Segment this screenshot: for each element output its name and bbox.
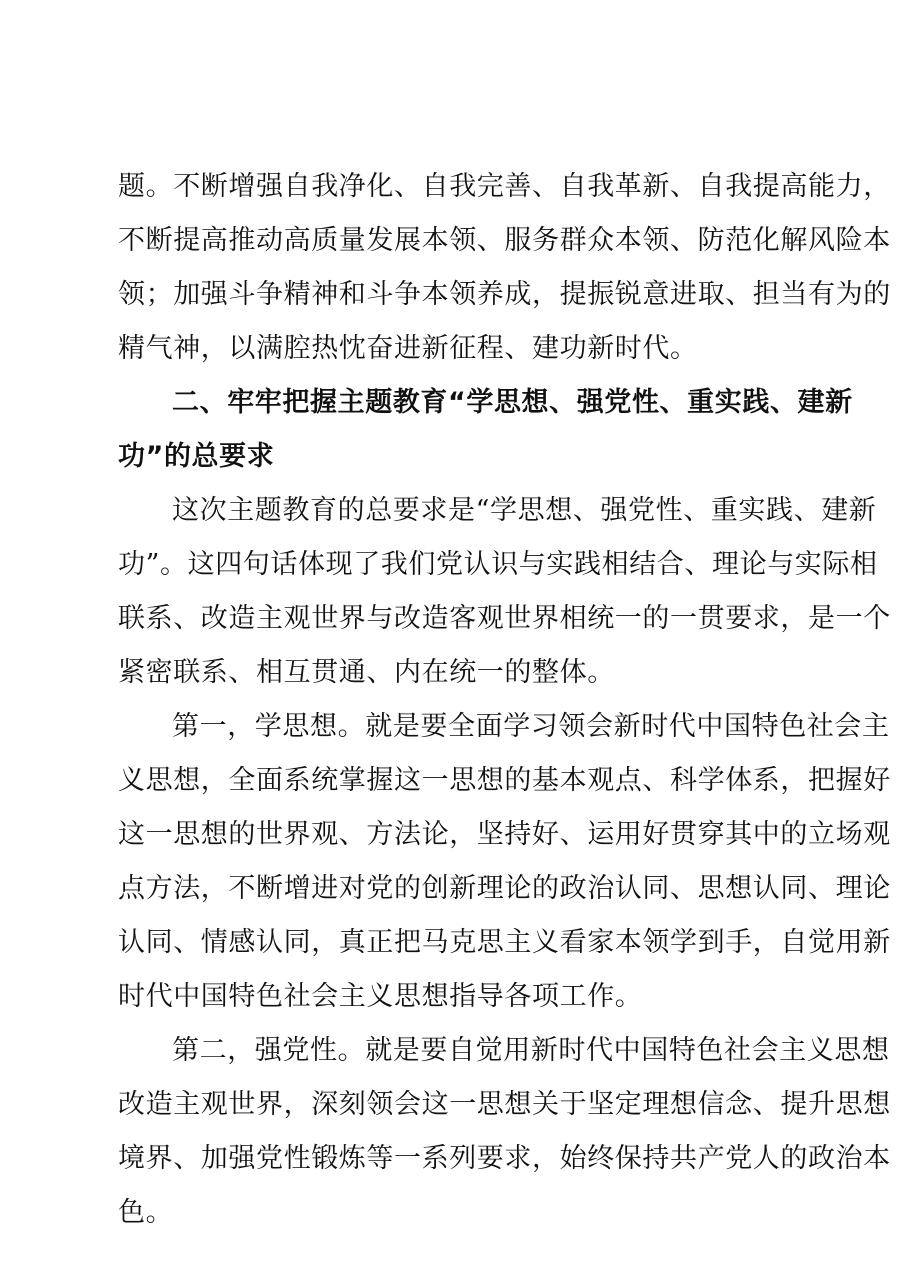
paragraph-line: 境界、加强党性锻炼等一系列要求，始终保持共产党人的政治本 — [118, 1143, 891, 1174]
paragraph-line: 第二，强党性。就是要自觉用新时代中国特色社会主义思想 — [172, 1035, 890, 1066]
section-heading-line: 二、牢牢把握主题教育“学思想、强党性、重实践、建新 — [172, 387, 853, 418]
paragraph-line: 义思想，全面系统掌握这一思想的基本观点、科学体系，把握好 — [118, 765, 891, 796]
paragraph-line: 色。 — [118, 1197, 174, 1228]
paragraph-line: 紧密联系、相互贯通、内在统一的整体。 — [118, 657, 615, 688]
document-page — [118, 160, 891, 1240]
paragraph-line: 点方法，不断增进对党的创新理论的政治认同、思想认同、理论 — [118, 873, 891, 904]
paragraph-line: 联系、改造主观世界与改造客观世界相统一的一贯要求，是一个 — [118, 603, 891, 634]
paragraph-line: 认同、情感认同，真正把马克思主义看家本领学到手，自觉用新 — [118, 927, 891, 958]
section-heading-line: 功”的总要求 — [118, 441, 275, 472]
paragraph-line: 这一思想的世界观、方法论，坚持好、运用好贯穿其中的立场观 — [118, 819, 891, 850]
paragraph-line: 不断提高推动高质量发展本领、服务群众本领、防范化解风险本 — [118, 225, 891, 256]
paragraph-line: 领；加强斗争精神和斗争本领养成，提振锐意进取、担当有为的 — [118, 279, 891, 310]
paragraph-line: 功”。这四句话体现了我们党认识与实践相结合、理论与实际相 — [118, 549, 878, 580]
paragraph-line: 这次主题教育的总要求是“学思想、强党性、重实践、建新 — [172, 495, 877, 526]
paragraph-line: 题。不断增强自我净化、自我完善、自我革新、自我提高能力， — [118, 171, 891, 202]
paragraph-line: 时代中国特色社会主义思想指导各项工作。 — [118, 981, 643, 1012]
paragraph-line: 第一，学思想。就是要全面学习领会新时代中国特色社会主 — [172, 711, 890, 742]
paragraph-line: 精气神，以满腔热忱奋进新征程、建功新时代。 — [118, 333, 698, 364]
paragraph-line: 改造主观世界，深刻领会这一思想关于坚定理想信念、提升思想 — [118, 1089, 891, 1120]
